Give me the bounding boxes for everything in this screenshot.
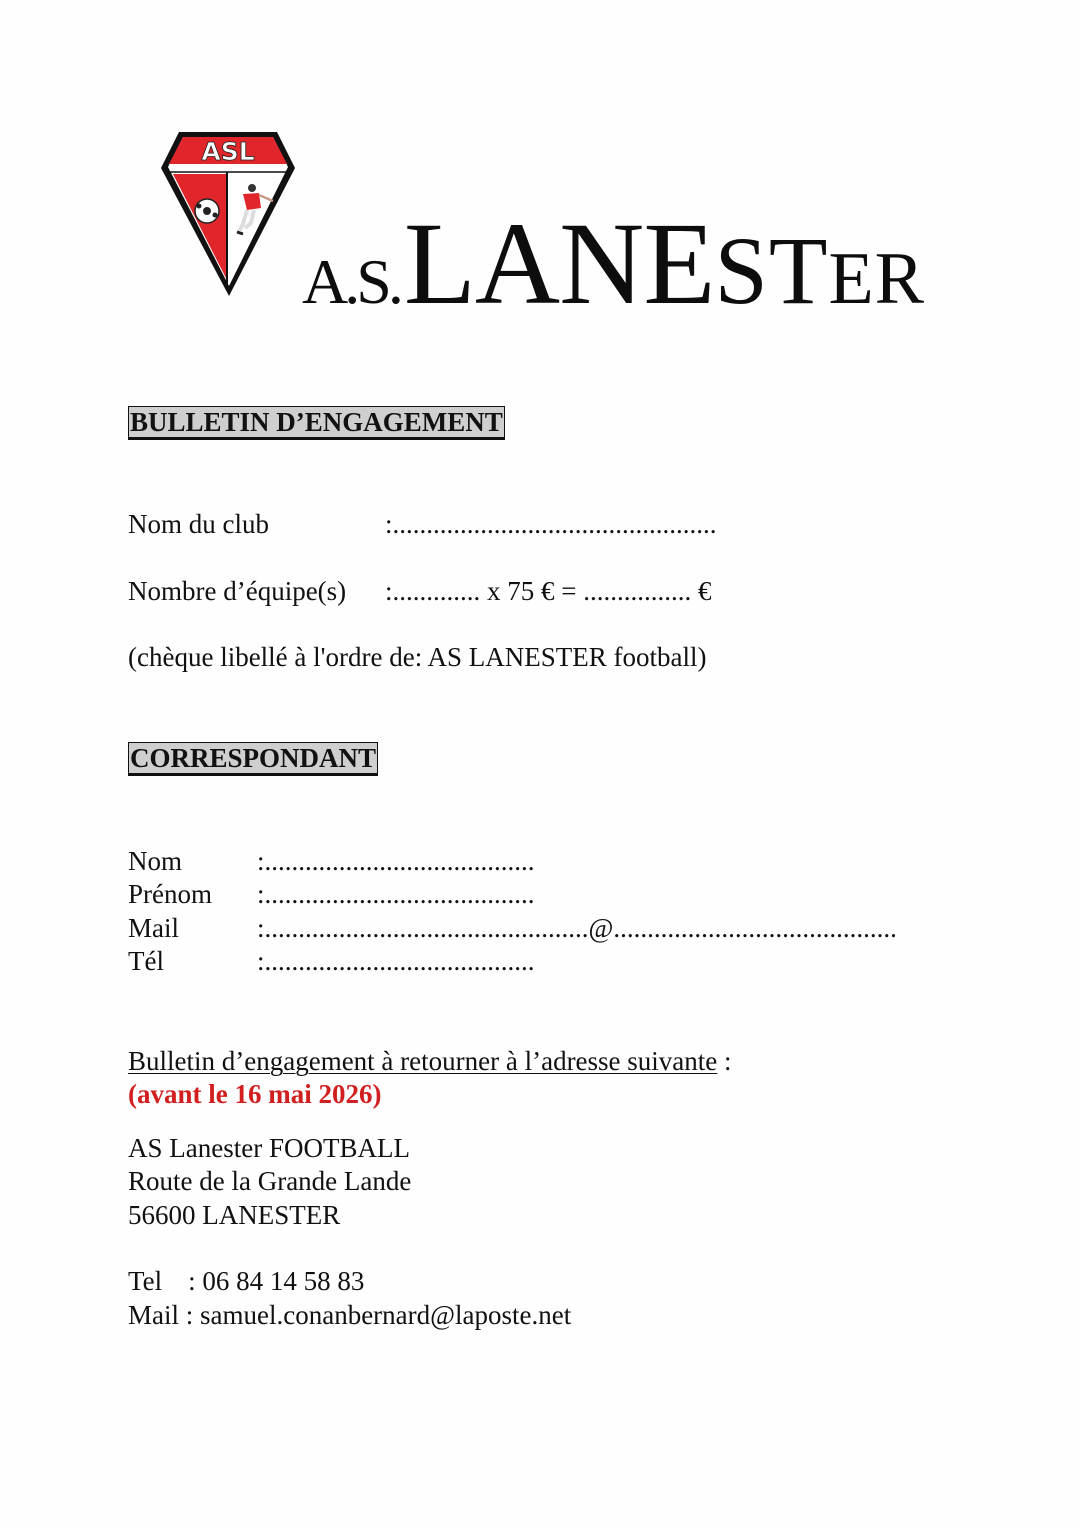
- address-line: Route de la Grande Lande: [128, 1166, 412, 1196]
- tel-label: Tél: [128, 946, 164, 976]
- contact-tel: [128, 1265, 364, 1298]
- crest-text: ASL: [201, 137, 255, 166]
- contact-tel-value: : 06 84 14 58 83: [188, 1266, 365, 1296]
- club-name-field[interactable]: :................................................: [385, 509, 717, 539]
- prenom-label: Prénom: [128, 879, 212, 909]
- club-wordmark: [302, 196, 922, 329]
- nom-field[interactable]: :........................................: [257, 846, 535, 876]
- return-instructions: [128, 1045, 732, 1078]
- return-title: Bulletin d’engagement à retourner à l’adresse suivante: [128, 1046, 718, 1076]
- contact-mail-value[interactable]: : samuel.conanbernard@laposte.net: [185, 1300, 572, 1330]
- teams-count-field[interactable]: :............. x 75 € = ................ €: [385, 576, 712, 606]
- club-crest-logo: [157, 128, 299, 300]
- prenom-field[interactable]: :........................................: [257, 879, 535, 909]
- football-icon: [195, 199, 219, 223]
- contact-tel-label: Tel: [128, 1266, 163, 1296]
- return-title-suffix: :: [717, 1046, 732, 1076]
- wordmark-letter: S: [714, 217, 765, 324]
- mail-field[interactable]: :................................................@..........................................: [257, 913, 897, 943]
- wordmark-letter: N: [559, 198, 640, 329]
- wordmark-letter: L: [403, 198, 471, 329]
- wordmark-letter: R: [874, 238, 922, 320]
- wordmark-letter: T: [768, 217, 825, 324]
- mail-label: Mail: [128, 913, 179, 943]
- contact-mail: [128, 1299, 571, 1332]
- wordmark-letter: E: [828, 238, 871, 320]
- wordmark-as: A.S.: [302, 246, 400, 317]
- wordmark-letter: A: [474, 198, 556, 329]
- address-line: 56600 LANESTER: [128, 1200, 341, 1230]
- contact-mail-label: Mail: [128, 1300, 179, 1330]
- address-line: AS Lanester FOOTBALL: [128, 1133, 410, 1163]
- correspondant-heading: CORRESPONDANT: [128, 742, 378, 776]
- cheque-note: (chèque libellé à l'ordre de: AS LANESTER football): [128, 642, 707, 672]
- nom-label: Nom: [128, 846, 182, 876]
- crest-shield-icon: [157, 128, 299, 300]
- deadline-text: (avant le 16 mai 2026): [128, 1079, 382, 1109]
- tel-field[interactable]: :........................................: [257, 946, 535, 976]
- bulletin-heading: BULLETIN D’ENGAGEMENT: [128, 406, 505, 440]
- club-name-label: Nom du club: [128, 509, 269, 539]
- wordmark-letter: E: [643, 198, 711, 329]
- teams-count-label: Nombre d’équipe(s): [128, 576, 347, 606]
